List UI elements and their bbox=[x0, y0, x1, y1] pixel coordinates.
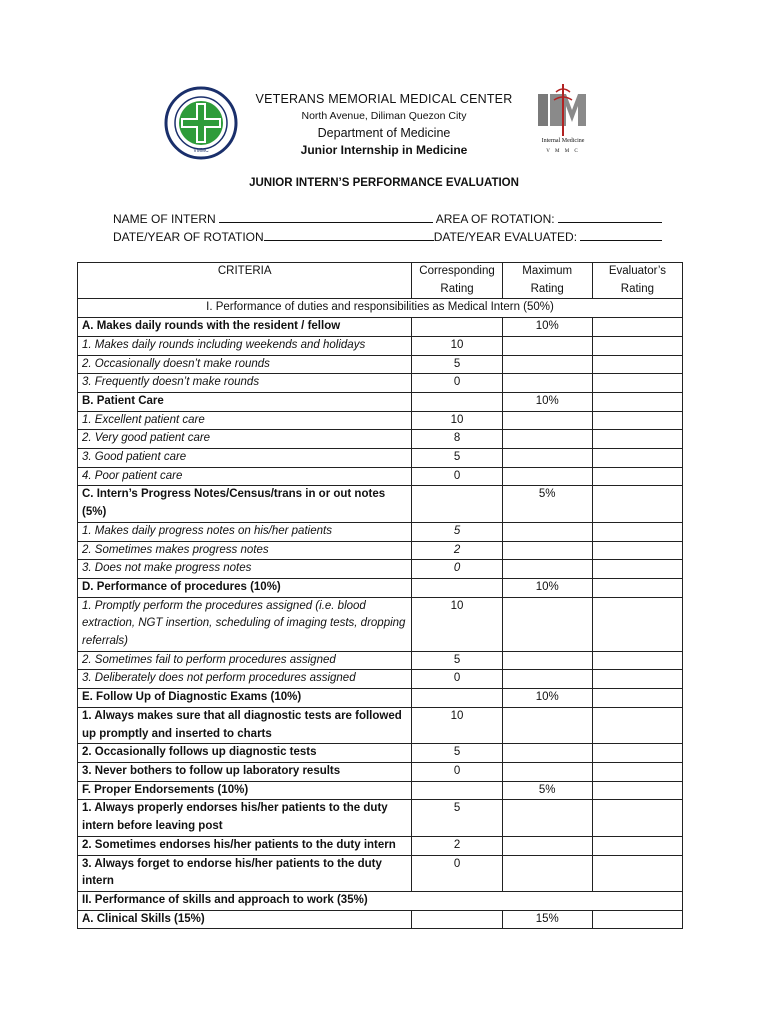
corresponding-rating-cell: 5 bbox=[412, 355, 502, 374]
corresponding-rating-cell: 5 bbox=[412, 449, 502, 468]
table-row bbox=[78, 781, 683, 800]
corresponding-rating-cell: 10 bbox=[412, 411, 502, 430]
evaluator-rating-cell[interactable] bbox=[592, 781, 682, 800]
section-2-title: II. Performance of skills and approach to work (35%) bbox=[78, 891, 683, 910]
criteria-cell: 3. Does not make progress notes bbox=[78, 560, 412, 579]
table-row bbox=[78, 486, 683, 522]
corresponding-rating-cell bbox=[412, 910, 502, 929]
name-label: NAME OF INTERN bbox=[113, 212, 216, 226]
corresponding-rating-cell: 0 bbox=[412, 855, 502, 891]
criteria-cell: C. Intern’s Progress Notes/Census/trans in or out notes (5%) bbox=[78, 486, 412, 522]
form-fields bbox=[113, 210, 673, 246]
evaluator-rating-cell[interactable] bbox=[592, 430, 682, 449]
table-row bbox=[78, 689, 683, 708]
table-row bbox=[78, 430, 683, 449]
criteria-cell: F. Proper Endorsements (10%) bbox=[78, 781, 412, 800]
corresponding-rating-cell: 2 bbox=[412, 836, 502, 855]
table-row bbox=[78, 910, 683, 929]
corresponding-rating-cell bbox=[412, 689, 502, 708]
maximum-rating-header: Maximum Rating bbox=[502, 263, 592, 299]
criteria-cell: E. Follow Up of Diagnostic Exams (10%) bbox=[78, 689, 412, 708]
corresponding-rating-cell: 0 bbox=[412, 670, 502, 689]
corresponding-rating-header: Corresponding Rating bbox=[412, 263, 502, 299]
table-row bbox=[78, 392, 683, 411]
maximum-rating-cell bbox=[502, 651, 592, 670]
maximum-rating-cell: 10% bbox=[502, 392, 592, 411]
form-title: JUNIOR INTERN’S PERFORMANCE EVALUATION bbox=[249, 177, 519, 189]
evaluator-rating-cell[interactable] bbox=[592, 318, 682, 337]
table-row bbox=[78, 467, 683, 486]
corresponding-rating-cell: 0 bbox=[412, 467, 502, 486]
corresponding-rating-cell: 5 bbox=[412, 800, 502, 836]
table-header-row bbox=[78, 263, 683, 299]
corresponding-rating-cell bbox=[412, 486, 502, 522]
maximum-rating-cell bbox=[502, 522, 592, 541]
table-row bbox=[78, 578, 683, 597]
criteria-cell: 4. Poor patient care bbox=[78, 467, 412, 486]
criteria-cell: B. Patient Care bbox=[78, 392, 412, 411]
evaluator-rating-cell[interactable] bbox=[592, 467, 682, 486]
maximum-rating-cell: 5% bbox=[502, 781, 592, 800]
criteria-cell: 3. Frequently doesn’t make rounds bbox=[78, 374, 412, 393]
maximum-rating-cell bbox=[502, 449, 592, 468]
criteria-cell: 1. Makes daily rounds including weekends and holidays bbox=[78, 336, 412, 355]
maximum-rating-cell: 10% bbox=[502, 318, 592, 337]
table-row bbox=[78, 762, 683, 781]
maximum-rating-cell bbox=[502, 560, 592, 579]
table-row bbox=[78, 522, 683, 541]
evaluator-rating-header: Evaluator’s Rating bbox=[592, 263, 682, 299]
evaluator-rating-cell[interactable] bbox=[592, 800, 682, 836]
date-rotation-label: DATE/YEAR OF ROTATION bbox=[113, 230, 264, 244]
table-row bbox=[78, 800, 683, 836]
evaluator-rating-cell[interactable] bbox=[592, 670, 682, 689]
evaluator-rating-cell[interactable] bbox=[592, 355, 682, 374]
criteria-cell: 1. Excellent patient care bbox=[78, 411, 412, 430]
logo-letters: V M M C bbox=[546, 149, 580, 154]
table-row bbox=[78, 411, 683, 430]
evaluator-rating-cell[interactable] bbox=[592, 689, 682, 708]
seal-letters: VMMC bbox=[193, 148, 209, 154]
date-rotation-input-line[interactable] bbox=[264, 228, 434, 241]
criteria-cell: 2. Occasionally follows up diagnostic tests bbox=[78, 744, 412, 763]
maximum-rating-cell bbox=[502, 762, 592, 781]
evaluator-rating-cell[interactable] bbox=[592, 486, 682, 522]
criteria-cell: 3. Never bothers to follow up laboratory results bbox=[78, 762, 412, 781]
date-evaluated-label: DATE/YEAR EVALUATED: bbox=[433, 230, 578, 244]
institution-address: North Avenue, Diliman Quezon City bbox=[301, 110, 467, 122]
section-row bbox=[78, 891, 683, 910]
corresponding-rating-cell: 10 bbox=[412, 707, 502, 743]
evaluator-rating-cell[interactable] bbox=[592, 522, 682, 541]
corresponding-rating-cell: 5 bbox=[412, 744, 502, 763]
table-row bbox=[78, 336, 683, 355]
maximum-rating-cell bbox=[502, 374, 592, 393]
evaluator-rating-cell[interactable] bbox=[592, 651, 682, 670]
table-row bbox=[78, 707, 683, 743]
maximum-rating-cell bbox=[502, 855, 592, 891]
area-label: AREA OF ROTATION: bbox=[435, 212, 555, 226]
table-row bbox=[78, 651, 683, 670]
criteria-cell: 2. Sometimes endorses his/her patients to the duty intern bbox=[78, 836, 412, 855]
maximum-rating-cell bbox=[502, 336, 592, 355]
corresponding-rating-cell: 0 bbox=[412, 762, 502, 781]
table-row bbox=[78, 836, 683, 855]
evaluator-rating-cell[interactable] bbox=[592, 836, 682, 855]
evaluator-rating-cell[interactable] bbox=[592, 762, 682, 781]
evaluator-rating-cell[interactable] bbox=[592, 560, 682, 579]
internal-medicine-logo bbox=[534, 80, 592, 160]
criteria-cell: 2. Sometimes makes progress notes bbox=[78, 541, 412, 560]
corresponding-rating-cell bbox=[412, 781, 502, 800]
corresponding-rating-cell: 10 bbox=[412, 336, 502, 355]
criteria-cell: A. Clinical Skills (15%) bbox=[78, 910, 412, 929]
evaluator-rating-cell[interactable] bbox=[592, 597, 682, 651]
maximum-rating-cell: 10% bbox=[502, 578, 592, 597]
criteria-cell: 1. Makes daily progress notes on his/her patients bbox=[78, 522, 412, 541]
area-input-line[interactable] bbox=[558, 210, 662, 223]
evaluation-table bbox=[77, 262, 683, 929]
corresponding-rating-cell bbox=[412, 318, 502, 337]
maximum-rating-cell bbox=[502, 707, 592, 743]
table-row bbox=[78, 355, 683, 374]
criteria-cell: 1. Always properly endorses his/her patients to the duty intern before leaving post bbox=[78, 800, 412, 836]
criteria-cell: D. Performance of procedures (10%) bbox=[78, 578, 412, 597]
criteria-cell: 1. Promptly perform the procedures assigned (i.e. blood extraction, NGT insertion, scheduling of imaging tests, dropping referrals) bbox=[78, 597, 412, 651]
department-name: Department of Medicine bbox=[317, 126, 451, 140]
maximum-rating-cell bbox=[502, 670, 592, 689]
evaluator-rating-cell[interactable] bbox=[592, 541, 682, 560]
maximum-rating-cell bbox=[502, 355, 592, 374]
table-row bbox=[78, 597, 683, 651]
document-header bbox=[0, 76, 768, 166]
criteria-cell: 1. Always makes sure that all diagnostic tests are followed up promptly and inserted to charts bbox=[78, 707, 412, 743]
maximum-rating-cell bbox=[502, 744, 592, 763]
name-input-line[interactable] bbox=[219, 210, 433, 223]
date-evaluated-input-line[interactable] bbox=[580, 228, 662, 241]
evaluator-rating-cell[interactable] bbox=[592, 392, 682, 411]
criteria-header: CRITERIA bbox=[78, 263, 412, 299]
evaluator-rating-cell[interactable] bbox=[592, 449, 682, 468]
criteria-cell: 2. Sometimes fail to perform procedures assigned bbox=[78, 651, 412, 670]
program-name: Junior Internship in Medicine bbox=[300, 143, 468, 157]
corresponding-rating-cell: 5 bbox=[412, 522, 502, 541]
corresponding-rating-cell: 8 bbox=[412, 430, 502, 449]
table-row bbox=[78, 449, 683, 468]
criteria-cell: 3. Always forget to endorse his/her patients to the duty intern bbox=[78, 855, 412, 891]
evaluator-rating-cell[interactable] bbox=[592, 744, 682, 763]
institution-name: VETERANS MEMORIAL MEDICAL CENTER bbox=[255, 92, 513, 106]
criteria-cell: 3. Deliberately does not perform procedures assigned bbox=[78, 670, 412, 689]
corresponding-rating-cell bbox=[412, 578, 502, 597]
maximum-rating-cell bbox=[502, 541, 592, 560]
criteria-cell: A. Makes daily rounds with the resident / fellow bbox=[78, 318, 412, 337]
maximum-rating-cell bbox=[502, 430, 592, 449]
corresponding-rating-cell: 5 bbox=[412, 651, 502, 670]
criteria-cell: 3. Good patient care bbox=[78, 449, 412, 468]
maximum-rating-cell bbox=[502, 836, 592, 855]
evaluator-rating-cell[interactable] bbox=[592, 578, 682, 597]
corresponding-rating-cell: 0 bbox=[412, 374, 502, 393]
table-row bbox=[78, 560, 683, 579]
table-row bbox=[78, 855, 683, 891]
maximum-rating-cell: 15% bbox=[502, 910, 592, 929]
corresponding-rating-cell: 2 bbox=[412, 541, 502, 560]
table-row bbox=[78, 670, 683, 689]
maximum-rating-cell bbox=[502, 597, 592, 651]
criteria-cell: 2. Occasionally doesn’t make rounds bbox=[78, 355, 412, 374]
evaluator-rating-cell[interactable] bbox=[592, 374, 682, 393]
evaluator-rating-cell[interactable] bbox=[592, 707, 682, 743]
section-1-title: I. Performance of duties and responsibilities as Medical Intern (50%) bbox=[78, 299, 683, 318]
evaluator-rating-cell[interactable] bbox=[592, 411, 682, 430]
maximum-rating-cell bbox=[502, 411, 592, 430]
corresponding-rating-cell: 0 bbox=[412, 560, 502, 579]
table-row bbox=[78, 541, 683, 560]
criteria-cell: 2. Very good patient care bbox=[78, 430, 412, 449]
corresponding-rating-cell bbox=[412, 392, 502, 411]
logo-caption: Internal Medicine bbox=[541, 138, 585, 144]
maximum-rating-cell bbox=[502, 467, 592, 486]
maximum-rating-cell bbox=[502, 800, 592, 836]
maximum-rating-cell: 5% bbox=[502, 486, 592, 522]
table-row bbox=[78, 744, 683, 763]
evaluator-rating-cell[interactable] bbox=[592, 336, 682, 355]
table-row bbox=[78, 318, 683, 337]
maximum-rating-cell: 10% bbox=[502, 689, 592, 708]
section-row bbox=[78, 299, 683, 318]
corresponding-rating-cell: 10 bbox=[412, 597, 502, 651]
evaluator-rating-cell[interactable] bbox=[592, 855, 682, 891]
evaluator-rating-cell[interactable] bbox=[592, 910, 682, 929]
table-row bbox=[78, 374, 683, 393]
